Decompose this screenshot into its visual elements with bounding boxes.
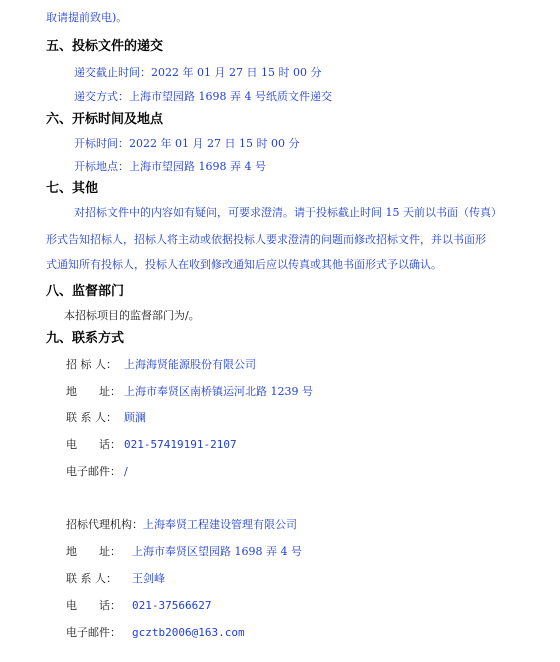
agent-email-label: 电子邮件： — [66, 626, 121, 639]
opening-time-label: 开标时间： — [74, 137, 129, 150]
tenderer-name-label: 招 标 人： — [66, 358, 117, 371]
opening-place-value: 上海市望园路 1698 弄 4 号 — [129, 160, 266, 173]
tenderer-phone-label: 电 话： — [66, 438, 121, 451]
agent-name-row — [66, 518, 297, 532]
tenderer-email-value: / — [124, 465, 128, 478]
agent-phone-value: 021-37566627 — [132, 599, 212, 612]
submission-deadline-value: 2022 年 01 月 27 日 15 时 00 分 — [151, 66, 322, 79]
agent-email-value: gcztb2006@163.com — [132, 626, 245, 639]
opening-place-row — [74, 160, 266, 174]
tenderer-email-label: 电子邮件： — [66, 465, 121, 478]
tenderer-contact-label: 联 系 人： — [66, 411, 117, 424]
agent-phone-row — [66, 599, 211, 613]
submission-deadline-label: 递交截止时间： — [74, 66, 151, 79]
tenderer-name-value: 上海海贤能源股份有限公司 — [124, 358, 256, 371]
intro-tail-text: 取请提前致电)。 — [46, 11, 128, 24]
agent-email-row — [66, 626, 245, 640]
tenderer-address-row — [66, 385, 313, 399]
tenderer-email-row — [66, 465, 128, 479]
tenderer-contact-value: 顾澜 — [124, 411, 146, 424]
section-8-heading: 八、监督部门 — [46, 284, 125, 299]
submission-method-value: 上海市望园路 1698 弄 4 号纸质文件递交 — [129, 90, 332, 103]
tenderer-address-value: 上海市奉贤区南桥镇运河北路 1239 号 — [124, 385, 313, 398]
section-7-heading: 七、其他 — [46, 181, 99, 196]
agent-address-value: 上海市奉贤区望园路 1698 弄 4 号 — [132, 545, 302, 558]
agent-contact-value: 王剑峰 — [132, 572, 165, 585]
agent-address-row — [66, 545, 302, 559]
agent-name-value: 上海奉贤工程建设管理有限公司 — [143, 518, 297, 531]
other-paragraph-line-1: 对招标文件中的内容如有疑问，可要求澄清。请于投标截止时间 15 天前以书面（传真） — [74, 206, 502, 219]
tenderer-address-label: 地 址： — [66, 385, 121, 398]
opening-time-value: 2022 年 01 月 27 日 15 时 00 分 — [129, 137, 300, 150]
section-9-heading: 九、联系方式 — [46, 331, 125, 346]
opening-place-label: 开标地点： — [74, 160, 129, 173]
tenderer-contact-row — [66, 411, 146, 425]
submission-deadline-row — [74, 66, 321, 80]
tenderer-phone-row — [66, 438, 237, 452]
section-6-heading: 六、开标时间及地点 — [46, 112, 164, 127]
agent-contact-row — [66, 572, 165, 586]
other-paragraph-line-2: 形式告知招标人，招标人将主动或依据投标人要求澄清的问题而修改招标文件，并以书面形 — [46, 233, 486, 246]
other-paragraph-line-3: 式通知所有投标人，投标人在收到修改通知后应以传真或其他书面形式予以确认。 — [46, 258, 442, 271]
agent-phone-label: 电 话： — [66, 599, 121, 612]
supervision-text: 本招标项目的监督部门为/。 — [64, 309, 200, 322]
section-5-heading: 五、投标文件的递交 — [46, 39, 164, 54]
opening-time-row — [74, 137, 299, 151]
submission-method-label: 递交方式： — [74, 90, 129, 103]
agent-address-label: 地 址： — [66, 545, 121, 558]
submission-method-row — [74, 90, 332, 104]
agent-contact-label: 联 系 人： — [66, 572, 117, 585]
agent-name-label: 招标代理机构： — [66, 518, 143, 531]
tenderer-name-row — [66, 358, 256, 372]
tenderer-phone-value: 021-57419191-2107 — [124, 438, 237, 451]
